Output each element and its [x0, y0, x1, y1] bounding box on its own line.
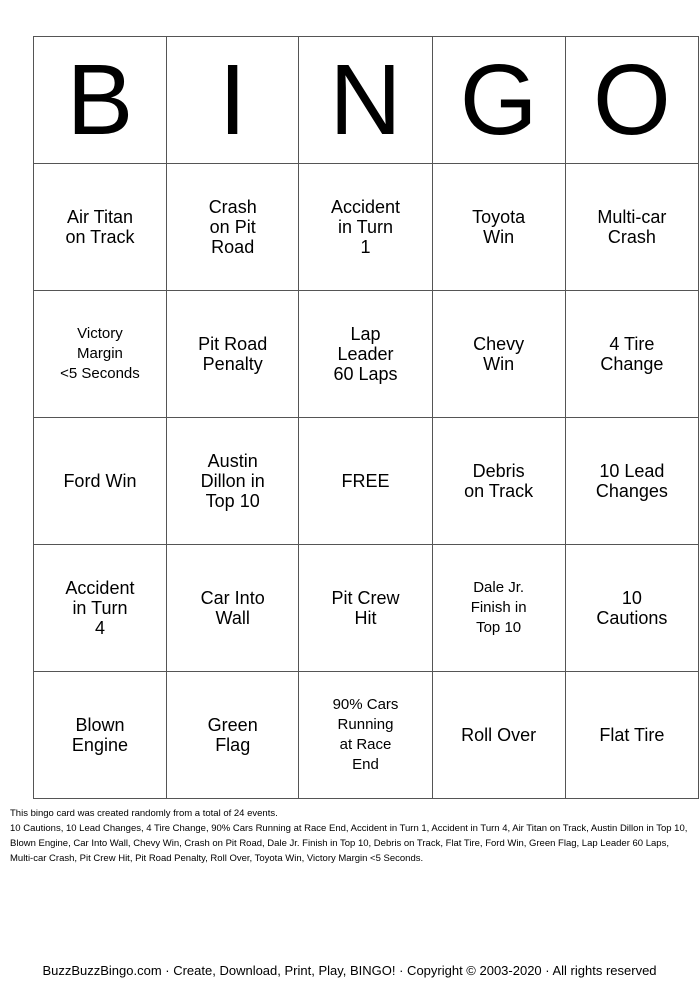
bingo-card: [33, 36, 699, 799]
bingo-cell: Roll Over: [432, 672, 565, 799]
header-letter: O: [565, 37, 698, 164]
bingo-cell: Air Titan on Track: [34, 164, 167, 291]
bingo-cell: 10 Lead Changes: [565, 418, 698, 545]
card-row: [34, 291, 699, 418]
bingo-cell: Pit Road Penalty: [166, 291, 299, 418]
header-row: [34, 37, 699, 164]
footer-copyright: BuzzBuzzBingo.com · Create, Download, Print, Play, BINGO! · Copyright © 2003-2020 · All rights reserved: [42, 963, 657, 978]
card-row: [34, 545, 699, 672]
card-row: [34, 418, 699, 545]
bingo-cell: 10 Cautions: [565, 545, 698, 672]
bingo-cell: 90% Cars Running at Race End: [299, 672, 432, 799]
bingo-cell: Blown Engine: [34, 672, 167, 799]
bingo-cell: Lap Leader 60 Laps: [299, 291, 432, 418]
bingo-cell: 4 Tire Change: [565, 291, 698, 418]
header-letter: B: [34, 37, 167, 164]
bingo-cell: Pit Crew Hit: [299, 545, 432, 672]
card-row: [34, 672, 699, 799]
bingo-cell: Accident in Turn 1: [299, 164, 432, 291]
card-notes: [10, 806, 690, 866]
notes-intro: This bingo card was created randomly from a total of 24 events.: [10, 808, 278, 819]
bingo-cell: Car Into Wall: [166, 545, 299, 672]
bingo-cell: Crash on Pit Road: [166, 164, 299, 291]
header-letter: I: [166, 37, 299, 164]
bingo-cell: Multi-car Crash: [565, 164, 698, 291]
bingo-cell: Ford Win: [34, 418, 167, 545]
bingo-cell: Austin Dillon in Top 10: [166, 418, 299, 545]
bingo-cell: Victory Margin <5 Seconds: [34, 291, 167, 418]
bingo-cell: Toyota Win: [432, 164, 565, 291]
bingo-cell: Debris on Track: [432, 418, 565, 545]
bingo-cell: Flat Tire: [565, 672, 698, 799]
bingo-cell: Dale Jr. Finish in Top 10: [432, 545, 565, 672]
card-row: [34, 164, 699, 291]
header-letter: G: [432, 37, 565, 164]
bingo-cell: Chevy Win: [432, 291, 565, 418]
bingo-cell: Accident in Turn 4: [34, 545, 167, 672]
free-space: FREE: [299, 418, 432, 545]
notes-events: 10 Cautions, 10 Lead Changes, 4 Tire Change, 90% Cars Running at Race End, Accident in Turn 1, Accident in Turn 4, Air Titan on Track, Austin Dillon in Top 10, Blown Engine, Car Into Wall, Chevy Win, Crash on Pit Road, Dale Jr. Finish in Top 10, Debris on Track, Flat Tire, Ford Win, Green Flag, Lap Leader 60 Laps, Multi-car Crash, Pit Crew Hit, Pit Road Penalty, Roll Over, Toyota Win, Victory Margin <5 Seconds.: [10, 823, 688, 864]
header-letter: N: [299, 37, 432, 164]
bingo-cell: Green Flag: [166, 672, 299, 799]
